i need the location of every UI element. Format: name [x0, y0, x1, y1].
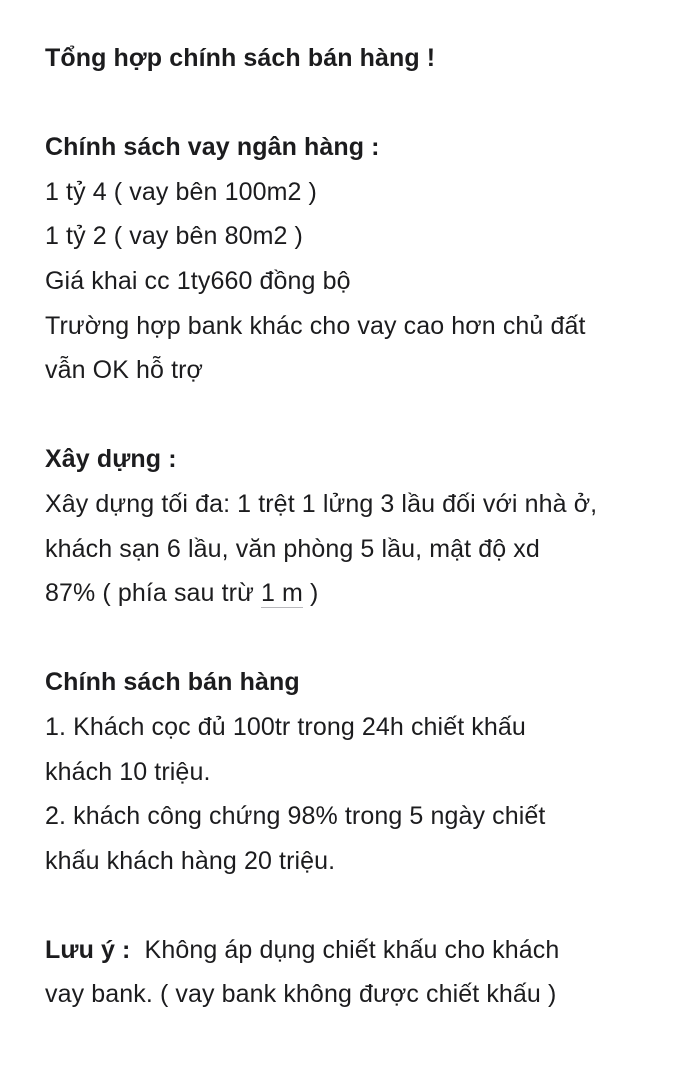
sales-line: khấu khách hàng 20 triệu. — [45, 846, 336, 875]
build-last-prefix: 87% ( phía sau trừ — [45, 579, 261, 608]
build-heading: Xây dựng : — [45, 445, 177, 474]
build-last-underlined: 1 m — [260, 579, 303, 608]
build-line-last — [45, 571, 665, 616]
loan-line: vẫn OK hỗ trợ — [45, 356, 204, 385]
notice-line-2: vay bank. ( vay bank không được chiết khấu ) — [45, 980, 557, 1009]
note-title: Tổng hợp chính sách bán hàng ! — [45, 44, 436, 72]
sales-line: 2. khách công chứng 98% trong 5 ngày chiết — [45, 802, 546, 831]
notice-line — [45, 928, 665, 973]
loan-line: Trường hợp bank khác cho vay cao hơn chủ đất — [45, 311, 586, 340]
notice-text: Không áp dụng chiết khấu cho khách — [130, 935, 560, 964]
blank-line — [45, 883, 665, 928]
blank-line — [45, 616, 665, 661]
build-line: khách sạn 6 lầu, văn phòng 5 lầu, mật độ xd — [45, 534, 540, 563]
loan-line: 1 tỷ 4 ( vay bên 100m2 ) — [45, 177, 317, 206]
sales-heading: Chính sách bán hàng — [45, 668, 300, 697]
loan-line: 1 tỷ 2 ( vay bên 80m2 ) — [45, 222, 303, 251]
note-body — [45, 36, 665, 1017]
loan-line: Giá khai cc 1ty660 đồng bộ — [45, 266, 351, 295]
blank-line — [45, 393, 665, 438]
loan-heading: Chính sách vay ngân hàng : — [45, 133, 380, 162]
sales-line: 1. Khách cọc đủ 100tr trong 24h chiết khấu — [45, 712, 526, 741]
sales-line: khách 10 triệu. — [45, 757, 211, 786]
build-last-suffix: ) — [302, 579, 319, 608]
blank-line — [45, 81, 665, 126]
notice-label: Lưu ý : — [45, 935, 131, 964]
build-line: Xây dựng tối đa: 1 trệt 1 lửng 3 lầu đối với nhà ở, — [45, 489, 598, 518]
